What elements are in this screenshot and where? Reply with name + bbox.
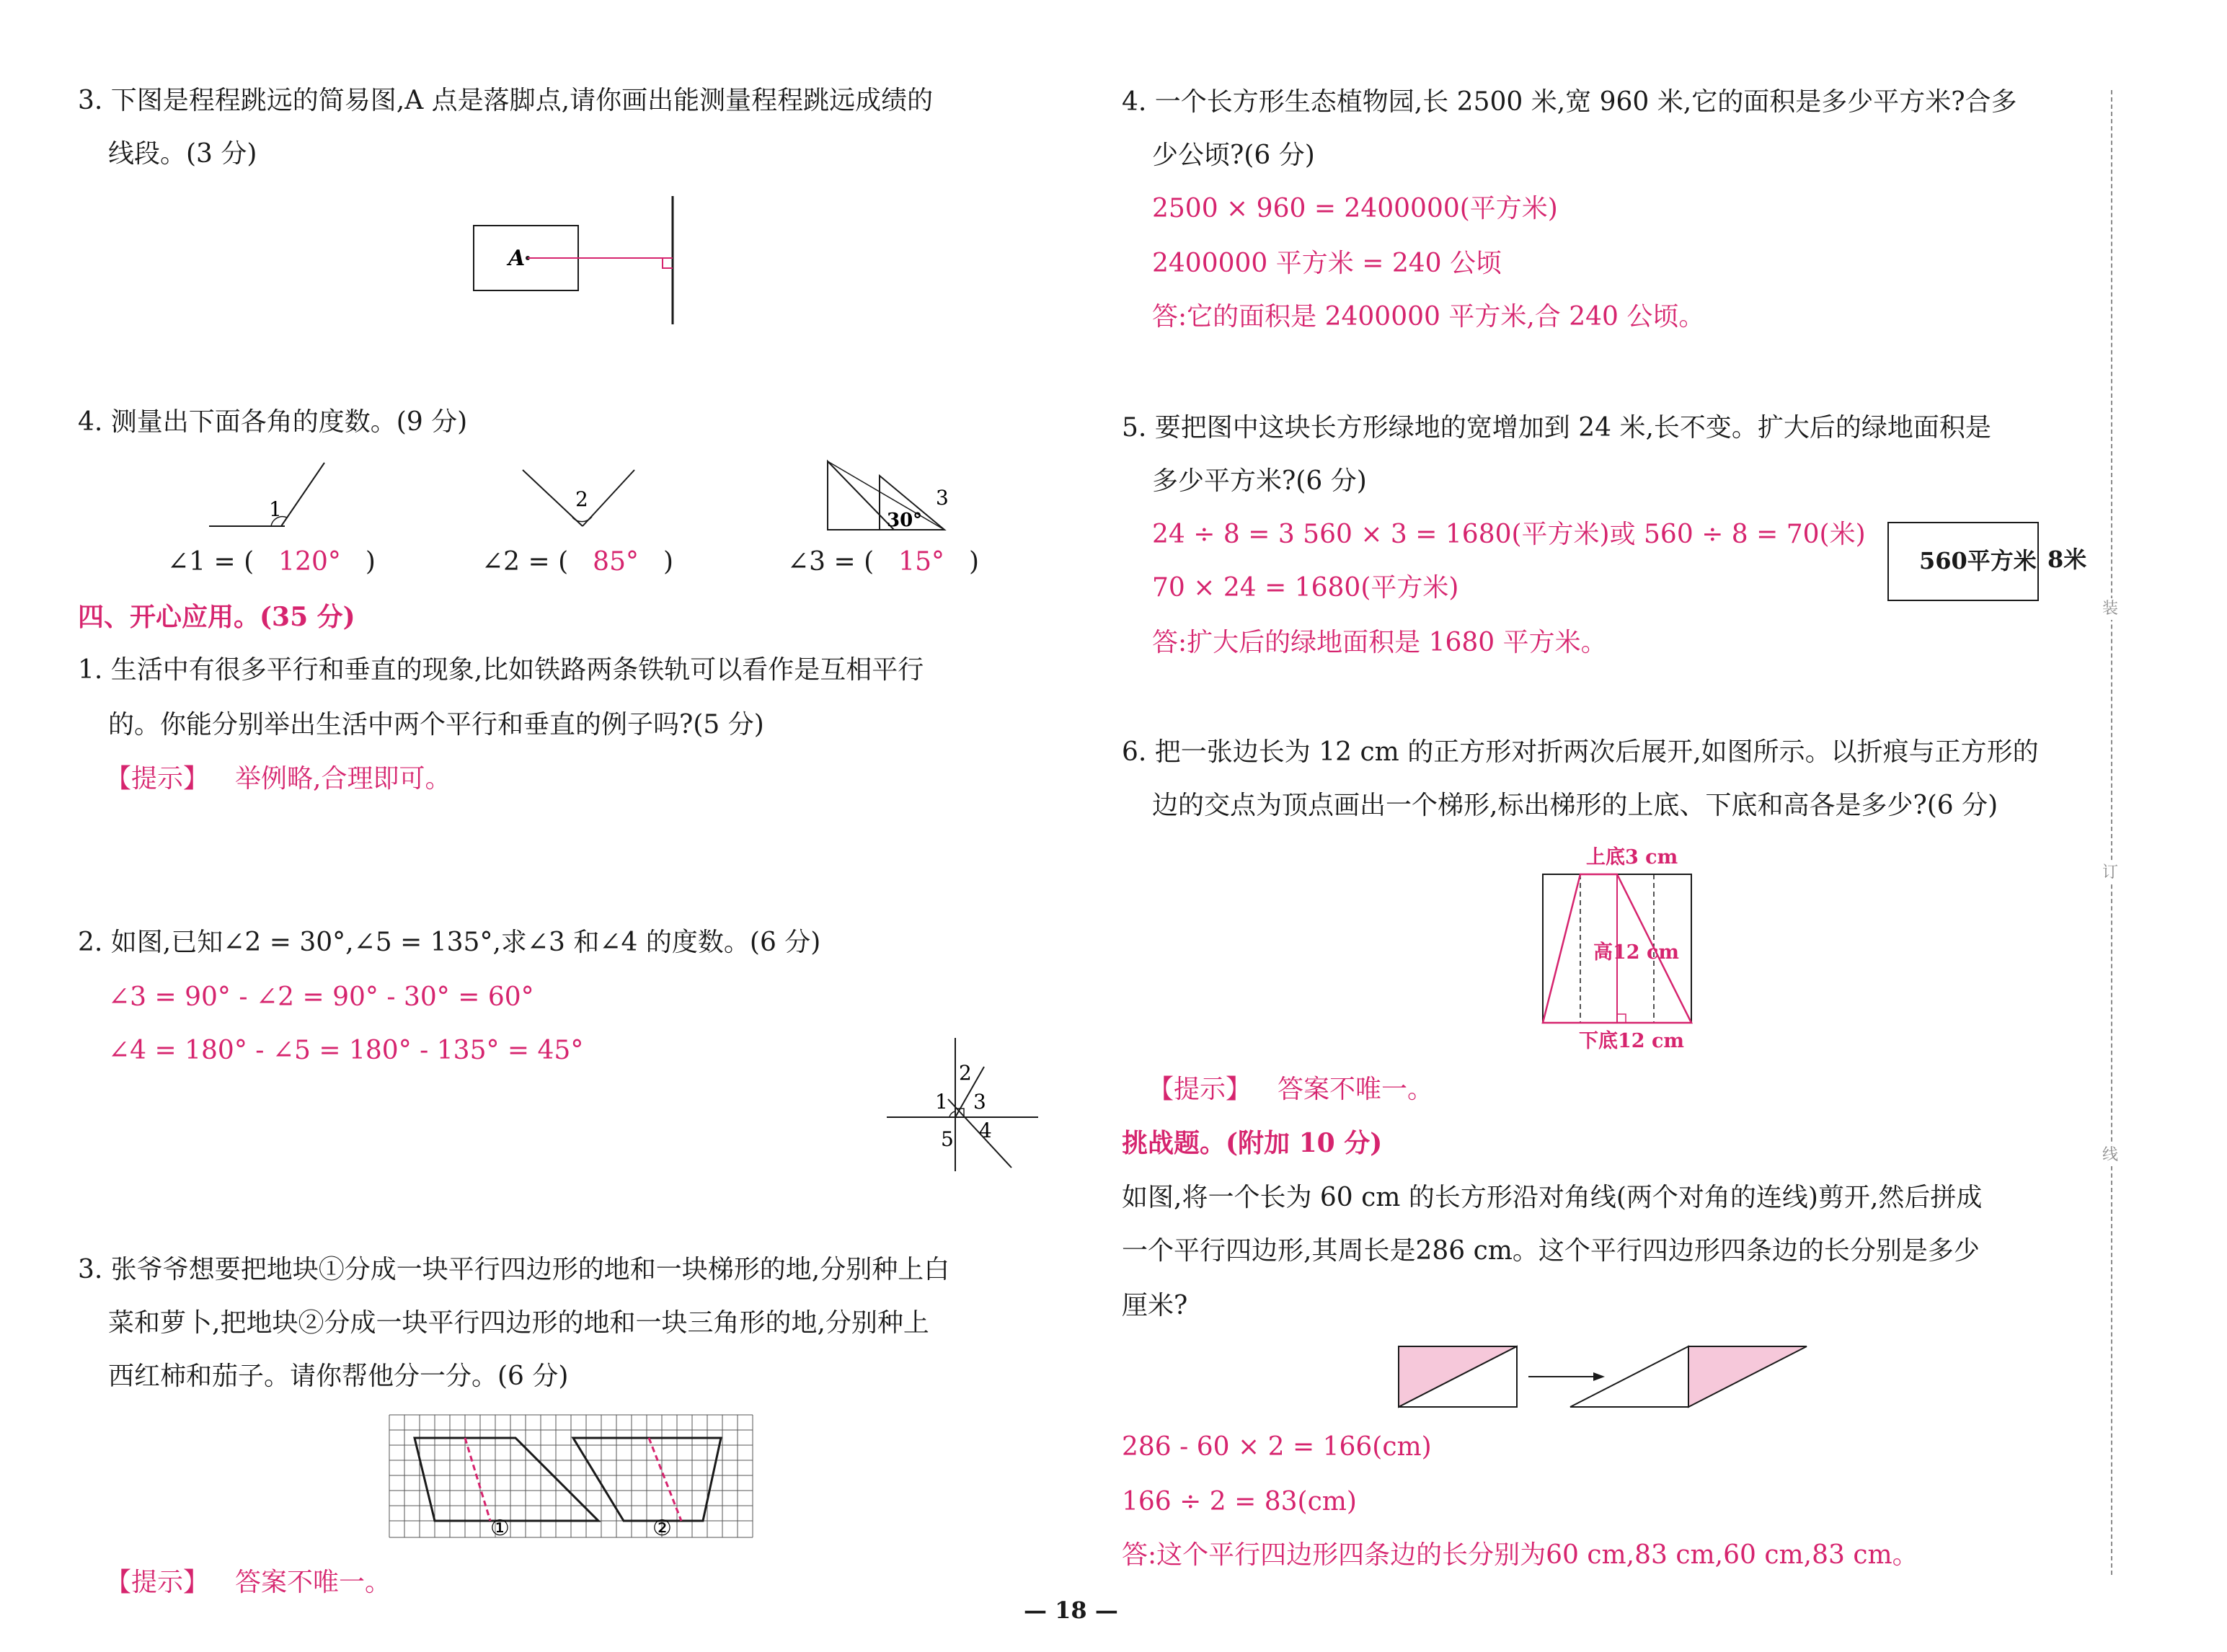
margin-char-1: 装 (2102, 598, 2118, 620)
app3-hint: 【提示】 答案不唯一。 (105, 1568, 391, 1597)
section4-title: 四、开心应用。(35 分) (78, 602, 355, 632)
app3-line2: 菜和萝卜,把地块②分成一块平行四边形的地和一块三角形的地,分别种上 (108, 1308, 929, 1338)
long-jump-figure (461, 195, 692, 339)
app2-ans2: ∠4 = 180° - ∠5 = 180° - 135° = 45° (108, 1036, 584, 1065)
margin-char-2: 订 (2102, 862, 2118, 884)
field-area-label: 560平方米 (1919, 547, 2037, 574)
rq5-line1: 5. 要把图中这块长方形绿地的宽增加到 24 米,长不变。扩大后的绿地面积是 (1122, 413, 1991, 443)
rq6-line2: 边的交点为顶点画出一个梯形,标出梯形的上底、下底和高各是多少?(6 分) (1152, 791, 1998, 820)
page-footer: — 18 — (1024, 1597, 1118, 1624)
right-angle-mark (663, 258, 673, 268)
angle1-mark: 1 (269, 497, 282, 521)
fig-label-5: 5 (941, 1127, 954, 1151)
app3-line3: 西红柿和茄子。请你帮他分一分。(6 分) (108, 1362, 569, 1391)
fig-label-2: 2 (959, 1061, 972, 1085)
app2-line1: 2. 如图,已知∠2 = 30°,∠5 = 135°,求∠3 和∠4 的度数。(6 分) (78, 928, 821, 957)
plot-1-label: ① (490, 1516, 510, 1541)
rq4-line1: 4. 一个长方形生态植物园,长 2500 米,宽 960 米,它的面积是多少平方米?合多 (1122, 87, 2017, 117)
app1-line2: 的。你能分别举出生活中两个平行和垂直的例子吗?(5 分) (108, 710, 764, 740)
plot-1-cut (465, 1438, 490, 1521)
margin-char-3: 线 (2102, 1145, 2118, 1166)
cut-rectangle-figure (1391, 1341, 1824, 1413)
q3-line1: 3. 下图是程程跳远的简易图,A 点是落脚点,请你画出能测量程程跳远成绩的 (78, 86, 934, 115)
challenge-line2: 一个平行四边形,其周长是286 cm。这个平行四边形四条边的长分别是多少 (1122, 1236, 1980, 1266)
rq6-line1: 6. 把一张边长为 12 cm 的正方形对折两次后展开,如图所示。以折痕与正方形的 (1122, 737, 2039, 767)
rq5-ans1: 24 ÷ 8 = 3 560 × 3 = 1680(平方米)或 560 ÷ 8 = 70(米) (1152, 520, 1866, 549)
point-a-label: A (508, 246, 526, 271)
challenge-ans1: 286 - 60 × 2 = 166(cm) (1122, 1432, 1432, 1462)
angle2-mark: 2 (575, 487, 588, 511)
rq5-line2: 多少平方米?(6 分) (1152, 466, 1367, 496)
rq5-ans2: 70 × 24 = 1680(平方米) (1152, 573, 1459, 603)
rq4-ans2: 2400000 平方米 = 240 公顷 (1152, 249, 1502, 278)
angle3-fig-label: 30° (887, 510, 923, 531)
rq4-ans1: 2500 × 960 = 2400000(平方米) (1152, 194, 1558, 223)
bottom-base-label: 下底12 cm (1579, 1030, 1684, 1052)
fig-label-3: 3 (973, 1090, 986, 1114)
app1-line1: 1. 生活中有很多平行和垂直的现象,比如铁路两条铁轨可以看作是互相平行 (78, 655, 924, 685)
rq5-ans3: 答:扩大后的绿地面积是 1680 平方米。 (1152, 628, 1607, 657)
top-base-label: 上底3 cm (1586, 846, 1678, 869)
app3-line1: 3. 张爷爷想要把地块①分成一块平行四边形的地和一块梯形的地,分别种上白 (78, 1255, 950, 1284)
height-label: 高12 cm (1593, 941, 1679, 964)
angle3-answer-line: ∠3 = ( 15° ) (787, 547, 980, 577)
q3-line2: 线段。(3 分) (108, 139, 257, 169)
plot-2-cut (649, 1438, 681, 1521)
challenge-title: 挑战题。(附加 10 分) (1122, 1128, 1383, 1158)
fig-label-4: 4 (979, 1119, 992, 1142)
rq4-ans3: 答:它的面积是 2400000 平方米,合 240 公顷。 (1152, 302, 1705, 332)
intersecting-lines-figure (883, 1031, 1049, 1175)
challenge-ans3: 答:这个平行四边形四条边的长分别为60 cm,83 cm,60 cm,83 cm。 (1122, 1540, 1918, 1570)
land-plots-grid (386, 1411, 761, 1541)
plot-2-label: ② (652, 1516, 672, 1541)
fig-label-1: 1 (935, 1090, 948, 1114)
folded-square-figure (1528, 842, 1745, 1051)
green-field-box (1887, 522, 2039, 601)
binding-margin-line (2111, 90, 2112, 1575)
rq4-line2: 少公顷?(6 分) (1152, 141, 1315, 170)
angle2-answer-line: ∠2 = ( 85° ) (482, 547, 674, 577)
challenge-line1: 如图,将一个长为 60 cm 的长方形沿对角线(两个对角的连线)剪开,然后拼成 (1122, 1183, 1983, 1212)
angle1-answer-line: ∠1 = ( 120° ) (167, 547, 376, 577)
app2-ans1: ∠3 = 90° - ∠2 = 90° - 30° = 60° (108, 982, 534, 1012)
angle3-mark: 3 (936, 486, 949, 510)
challenge-line3: 厘米? (1122, 1291, 1188, 1320)
page-number: 18 (1055, 1597, 1087, 1624)
rq6-hint: 【提示】 答案不唯一。 (1148, 1075, 1434, 1104)
app1-hint: 【提示】 举例略,合理即可。 (105, 764, 451, 794)
challenge-ans2: 166 ÷ 2 = 83(cm) (1122, 1487, 1357, 1516)
angle-figures (202, 454, 1053, 537)
field-width-label: 8米 (2047, 546, 2087, 573)
q4-prompt: 4. 测量出下面各角的度数。(9 分) (78, 407, 468, 437)
